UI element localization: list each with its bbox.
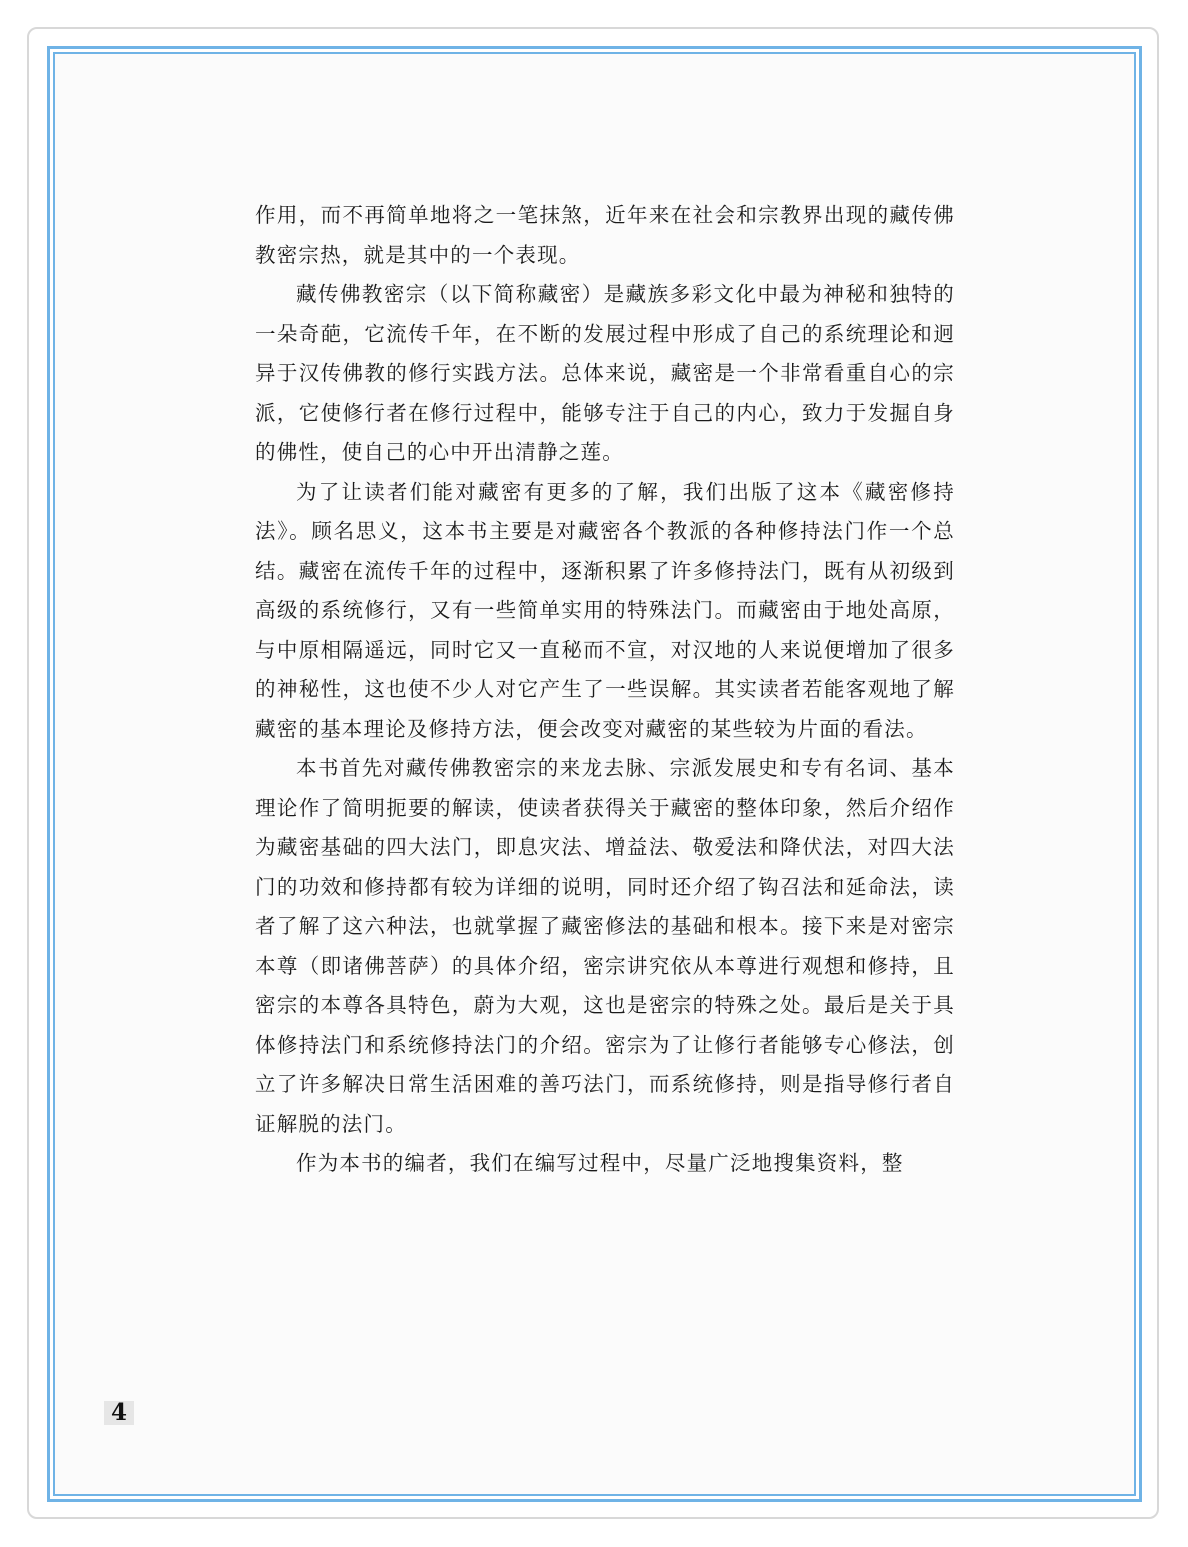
page-number: 4	[104, 1401, 134, 1425]
paragraph: 本书首先对藏传佛教密宗的来龙去脉、宗派发展史和专有名词、基本理论作了简明扼要的解读，使读者获得关于藏密的整体印象，然后介绍作为藏密基础的四大法门，即息灾法、增益法、敬爱法和降伏法，对四大法门的功效和修持都有较为详细的说明，同时还介绍了钩召法和延命法，读者了解了这六种法，也就掌握了藏密修法的基础和根本。接下来是对密宗本尊（即诸佛菩萨）的具体介绍，密宗讲究依从本尊进行观想和修持，且密宗的本尊各具特色，蔚为大观，这也是密宗的特殊之处。最后是关于具体修持法门和系统修持法门的介绍。密宗为了让修行者能够专心修法，创立了许多解决日常生活困难的善巧法门，而系统修持，则是指导修行者自证解脱的法门。	[255, 756, 955, 1136]
paragraph: 作为本书的编者，我们在编写过程中，尽量广泛地搜集资料，整	[296, 1151, 904, 1175]
paragraph: 为了让读者们能对藏密有更多的了解，我们出版了这本《藏密修持法》。顾名思义，这本书主要是对藏密各个教派的各种修持法门作一个总结。藏密在流传千年的过程中，逐渐积累了许多修持法门，既有从初级到高级的系统修行，又有一些简单实用的特殊法门。而藏密由于地处高原，与中原相隔遥远，同时它又一直秘而不宣，对汉地的人来说便增加了很多的神秘性，这也使不少人对它产生了一些误解。其实读者若能客观地了解藏密的基本理论及修持方法，便会改变对藏密的某些较为片面的看法。	[255, 479, 955, 741]
body-text	[255, 196, 955, 1184]
paragraph: 藏传佛教密宗（以下简称藏密）是藏族多彩文化中最为神秘和独特的一朵奇葩，它流传千年，在不断的发展过程中形成了自己的系统理论和迥异于汉传佛教的修行实践方法。总体来说，藏密是一个非常看重自心的宗派，它使修行者在修行过程中，能够专注于自己的内心，致力于发掘自身的佛性，使自己的心中开出清静之莲。	[255, 282, 955, 464]
paragraph: 作用，而不再简单地将之一笔抹煞，近年来在社会和宗教界出现的藏传佛教密宗热，就是其中的一个表现。	[255, 203, 955, 267]
